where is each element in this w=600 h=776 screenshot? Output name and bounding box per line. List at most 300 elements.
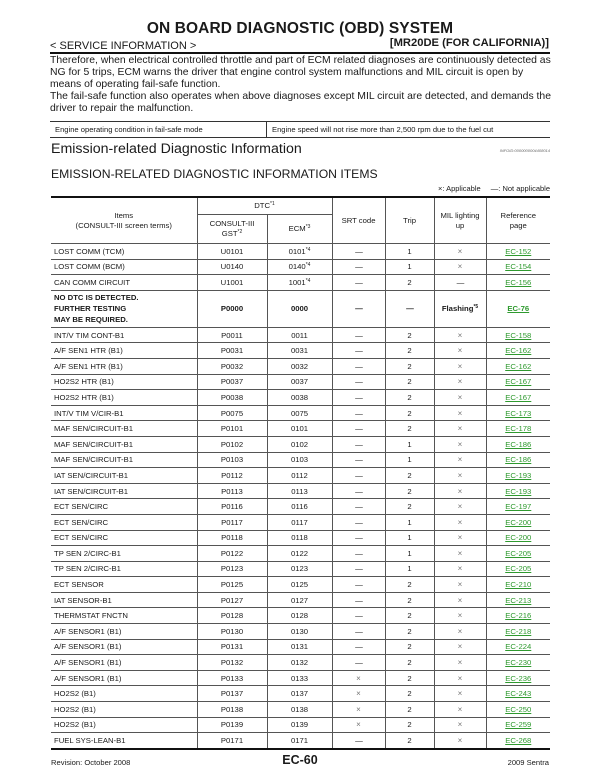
reference-page-link[interactable]: EC-186: [505, 439, 532, 449]
ref-header-line2: page: [509, 220, 527, 230]
cell-ecm-code: [267, 436, 332, 452]
table-row: [51, 468, 550, 484]
ecm-code: 0130: [290, 626, 309, 636]
cell-ecm-code: [267, 733, 332, 749]
item-name: CAN COMM CIRCUIT: [54, 277, 131, 287]
table-row: [51, 592, 550, 608]
mil-value: ×: [457, 642, 463, 652]
section-heading: Emission-related Diagnostic Information: [51, 141, 302, 157]
cell-reference: [486, 608, 550, 624]
cell-consult-code: P0130: [197, 624, 267, 640]
cell-srt: —: [332, 327, 385, 343]
mil-value: ×: [457, 330, 463, 340]
cell-consult-code: P0137: [197, 686, 267, 702]
footer-revision: Revision: October 2008: [51, 758, 131, 767]
table-row: [51, 499, 550, 515]
reference-page-link[interactable]: EC-213: [505, 595, 532, 605]
cell-item: [51, 514, 197, 530]
item-name: A/F SENSOR1 (B1): [54, 626, 122, 636]
cell-consult-code: P0031: [197, 343, 267, 359]
ecm-code: 0116: [291, 502, 308, 512]
item-name: INT/V TIM V/CIR-B1: [54, 408, 124, 418]
cell-consult-code: P0102: [197, 436, 267, 452]
reference-page-link[interactable]: EC-158: [505, 330, 532, 340]
cell-trip: 1: [385, 244, 434, 260]
reference-page-link[interactable]: EC-216: [505, 611, 532, 621]
table-header-row: [51, 197, 550, 215]
cell-trip: 2: [385, 374, 434, 390]
table-row: [51, 244, 550, 260]
mil-value: ×: [457, 377, 463, 387]
reference-page-link[interactable]: EC-173: [505, 408, 532, 418]
table-row: [51, 343, 550, 359]
cell-mil: [434, 702, 486, 718]
failsafe-condition-value: Engine speed will not rise more than 2,500 rpm due to the fuel cut: [267, 122, 551, 138]
table-row: [51, 275, 550, 291]
item-name: ECT SENSOR: [54, 580, 104, 590]
cell-trip: 1: [385, 561, 434, 577]
reference-page-link[interactable]: EC-76: [507, 304, 530, 314]
cell-consult-code: P0117: [197, 514, 267, 530]
cell-trip: 2: [385, 499, 434, 515]
reference-page-link[interactable]: EC-236: [505, 673, 532, 683]
failsafe-table: [50, 121, 550, 138]
table-row: [51, 686, 550, 702]
cell-reference: [486, 452, 550, 468]
cell-mil: [434, 483, 486, 499]
cell-item: [51, 702, 197, 718]
table-row: [51, 655, 550, 671]
col-mil-header: [434, 197, 486, 244]
reference-page-link[interactable]: EC-218: [505, 626, 532, 636]
item-name: ECT SEN/CIRC: [54, 502, 109, 512]
item-name: INT/V TIM CONT-B1: [54, 330, 125, 340]
cell-item: [51, 452, 197, 468]
reference-page-link[interactable]: EC-178: [505, 424, 532, 434]
ecm-code: 0101: [290, 424, 309, 434]
cell-reference: [486, 530, 550, 546]
cell-srt: —: [332, 244, 385, 260]
reference-page-link[interactable]: EC-250: [505, 704, 532, 714]
cell-item: [51, 275, 197, 291]
reference-page-link[interactable]: EC-205: [505, 548, 532, 558]
table-row: [51, 358, 550, 374]
cell-mil: [434, 717, 486, 733]
cell-mil: [434, 670, 486, 686]
ecm-code: 0118: [291, 533, 308, 543]
reference-page-link[interactable]: EC-156: [505, 277, 532, 287]
mil-value: ×: [457, 673, 463, 683]
cell-srt: —: [332, 358, 385, 374]
cell-consult-code: P0112: [197, 468, 267, 484]
reference-page-link[interactable]: EC-167: [505, 377, 532, 387]
cell-reference: [486, 577, 550, 593]
cell-reference: [486, 624, 550, 640]
ecm-code: 0131: [290, 642, 309, 652]
mil-value: Flashing: [441, 304, 474, 314]
table-row: [51, 483, 550, 499]
info-id: INFOID:0000000004408014: [499, 148, 550, 153]
ecm-code: 0102: [290, 439, 309, 449]
cell-consult-code: P0127: [197, 592, 267, 608]
table-row: [51, 452, 550, 468]
cell-consult-code: P0138: [197, 702, 267, 718]
reference-page-link[interactable]: EC-186: [505, 455, 532, 465]
reference-page-link[interactable]: EC-259: [505, 720, 532, 730]
ecm-code: 0032: [290, 361, 309, 371]
reference-page-link[interactable]: EC-167: [505, 392, 532, 402]
cell-srt: —: [332, 514, 385, 530]
footer-page-number: EC-60: [282, 753, 318, 767]
cell-mil: [434, 244, 486, 260]
cell-trip: 2: [385, 717, 434, 733]
cell-ecm-code: [267, 452, 332, 468]
cell-item: [51, 290, 197, 327]
cell-ecm-code: [267, 639, 332, 655]
cell-reference: [486, 343, 550, 359]
mil-value: ×: [457, 361, 463, 371]
mil-value: ×: [457, 720, 463, 730]
table-row: [51, 374, 550, 390]
cell-item: [51, 608, 197, 624]
item-name: MAF SEN/CIRCUIT-B1: [54, 439, 134, 449]
cell-srt: ×: [332, 717, 385, 733]
ecm-code: 0113: [291, 486, 308, 496]
mil-value: ×: [457, 392, 463, 402]
cell-srt: —: [332, 561, 385, 577]
cell-ecm-code: [267, 530, 332, 546]
cell-item: [51, 468, 197, 484]
cell-consult-code: P0116: [197, 499, 267, 515]
reference-page-link[interactable]: EC-162: [505, 361, 532, 371]
cell-reference: [486, 468, 550, 484]
cell-trip: 2: [385, 577, 434, 593]
cell-reference: [486, 702, 550, 718]
cell-srt: ×: [332, 670, 385, 686]
mil-value: ×: [457, 533, 463, 543]
dtc-footnote: *1: [270, 201, 275, 207]
cell-srt: ×: [332, 686, 385, 702]
cell-mil: [434, 592, 486, 608]
mil-value: ×: [457, 424, 463, 434]
cell-reference: [486, 290, 550, 327]
cell-srt: —: [332, 624, 385, 640]
cell-trip: 2: [385, 421, 434, 437]
cell-ecm-code: [267, 624, 332, 640]
cell-item: [51, 327, 197, 343]
cell-trip: 1: [385, 530, 434, 546]
item-name: MAF SEN/CIRCUIT-B1: [54, 455, 134, 465]
cell-mil: [434, 405, 486, 421]
cell-ecm-code: [267, 259, 332, 275]
cell-trip: 2: [385, 468, 434, 484]
failsafe-condition-label: Engine operating condition in fail-safe mode: [50, 122, 267, 138]
cell-trip: 2: [385, 733, 434, 749]
cell-reference: [486, 733, 550, 749]
cell-item: [51, 483, 197, 499]
col-ecm-header: [267, 215, 332, 244]
cell-ecm-code: [267, 468, 332, 484]
cell-consult-code: P0037: [197, 374, 267, 390]
cell-reference: [486, 390, 550, 406]
ecm-code: 0037: [290, 377, 309, 387]
ecm-footnote: *3: [305, 224, 311, 230]
cell-srt: —: [332, 577, 385, 593]
cell-reference: [486, 670, 550, 686]
cell-item: [51, 259, 197, 275]
cell-consult-code: P0123: [197, 561, 267, 577]
cell-trip: 1: [385, 436, 434, 452]
ecm-code: 0171: [290, 736, 309, 746]
cell-ecm-code: [267, 390, 332, 406]
reference-page-link[interactable]: EC-210: [505, 580, 532, 590]
cell-reference: [486, 421, 550, 437]
cell-mil: [434, 530, 486, 546]
cell-trip: 2: [385, 405, 434, 421]
cell-trip: 2: [385, 327, 434, 343]
ecm-code: 0138: [290, 704, 309, 714]
mil-value: ×: [457, 455, 463, 465]
mil-value: ×: [457, 611, 463, 621]
reference-page-link[interactable]: EC-200: [505, 517, 532, 527]
cell-item: [51, 499, 197, 515]
cell-trip: 1: [385, 546, 434, 562]
cell-mil: [434, 436, 486, 452]
cell-mil: [434, 468, 486, 484]
cell-trip: 2: [385, 670, 434, 686]
cell-item: [51, 244, 197, 260]
mil-value: ×: [457, 439, 463, 449]
reference-page-link[interactable]: EC-205: [505, 564, 532, 574]
item-name: LOST COMM (TCM): [54, 246, 125, 256]
mil-value: ×: [457, 262, 463, 272]
legend-not-applicable: —: Not applicable: [490, 184, 550, 193]
ecm-code: 0128: [290, 611, 309, 621]
col-trip-header: Trip: [385, 197, 434, 244]
cell-item: [51, 390, 197, 406]
mil-footnote: *5: [473, 304, 479, 311]
cell-item: [51, 358, 197, 374]
cell-mil: [434, 343, 486, 359]
table-row: [51, 639, 550, 655]
engine-label: [MR20DE (FOR CALIFORNIA)]: [389, 37, 549, 49]
ecm-code: 0112: [291, 470, 308, 480]
cell-ecm-code: [267, 717, 332, 733]
reference-page-link[interactable]: EC-197: [505, 502, 532, 512]
dtc-header-label: DTC: [254, 201, 271, 210]
reference-page-link[interactable]: EC-193: [505, 470, 532, 480]
table-row: [51, 702, 550, 718]
item-name: MAF SEN/CIRCUIT-B1: [54, 424, 134, 434]
ecm-code: 0117: [291, 517, 308, 527]
cell-ecm-code: [267, 483, 332, 499]
cell-consult-code: P0171: [197, 733, 267, 749]
cell-ecm-code: [267, 592, 332, 608]
cell-reference: [486, 655, 550, 671]
table-row: [51, 421, 550, 437]
mil-value: ×: [457, 626, 463, 636]
reference-page-link[interactable]: EC-200: [505, 533, 532, 543]
item-name: TP SEN 2/CIRC-B1: [54, 548, 121, 558]
ref-header-line1: Reference: [500, 210, 536, 220]
mil-value: ×: [457, 470, 463, 480]
mil-value: ×: [457, 689, 463, 699]
cell-mil: [434, 577, 486, 593]
table-row: [51, 577, 550, 593]
intro-text: [50, 55, 552, 115]
mil-header-line1: MIL lighting: [440, 210, 480, 220]
cell-item: [51, 421, 197, 437]
cell-consult-code: P0139: [197, 717, 267, 733]
mil-value: ×: [457, 346, 463, 356]
cell-mil: [434, 514, 486, 530]
cell-reference: [486, 514, 550, 530]
mil-value: —: [456, 277, 464, 287]
reference-page-link[interactable]: EC-243: [505, 689, 532, 699]
item-name-line: FURTHER TESTING: [54, 304, 127, 314]
reference-page-link[interactable]: EC-152: [505, 246, 532, 256]
cell-ecm-code: [267, 290, 332, 327]
cell-trip: 2: [385, 358, 434, 374]
cell-reference: [486, 358, 550, 374]
cell-item: [51, 624, 197, 640]
mil-value: ×: [457, 517, 463, 527]
cell-consult-code: P0032: [197, 358, 267, 374]
cell-mil: [434, 421, 486, 437]
header-rule: [50, 52, 550, 54]
dtc-table: [51, 196, 550, 750]
col-srt-header: SRT code: [332, 197, 385, 244]
section-label: < SERVICE INFORMATION >: [50, 40, 197, 52]
table-row: [51, 717, 550, 733]
page-title: ON BOARD DIAGNOSTIC (OBD) SYSTEM: [146, 20, 454, 37]
cell-trip: 1: [385, 259, 434, 275]
mil-header-line2: up: [455, 220, 465, 230]
cell-consult-code: P0038: [197, 390, 267, 406]
cell-srt: —: [332, 639, 385, 655]
cell-item: [51, 561, 197, 577]
ecm-code: 0132: [290, 658, 309, 668]
item-name: HO2S2 HTR (B1): [54, 392, 114, 402]
cell-ecm-code: [267, 514, 332, 530]
ecm-code: 0122: [290, 548, 309, 558]
cell-srt: —: [332, 421, 385, 437]
mil-value: ×: [457, 502, 463, 512]
cell-ecm-code: [267, 686, 332, 702]
cell-trip: 1: [385, 514, 434, 530]
cell-consult-code: P0075: [197, 405, 267, 421]
cell-srt: —: [332, 343, 385, 359]
item-name: IAT SENSOR-B1: [54, 595, 112, 605]
cell-item: [51, 717, 197, 733]
cell-srt: —: [332, 608, 385, 624]
ecm-code: 0075: [290, 408, 309, 418]
item-name: A/F SENSOR1 (B1): [54, 642, 122, 652]
legend-applicable: ×: Applicable: [437, 184, 481, 193]
cell-trip: 2: [385, 655, 434, 671]
ecm-code: 0038: [290, 392, 309, 402]
cell-item: [51, 374, 197, 390]
cell-srt: —: [332, 275, 385, 291]
item-name: A/F SENSOR1 (B1): [54, 673, 122, 683]
cell-mil: [434, 499, 486, 515]
cell-reference: [486, 686, 550, 702]
cell-item: [51, 733, 197, 749]
cell-ecm-code: [267, 405, 332, 421]
failsafe-row: [50, 122, 550, 138]
table-row: [51, 405, 550, 421]
ecm-code: 0103: [290, 455, 309, 465]
cell-item: [51, 670, 197, 686]
cell-ecm-code: [267, 358, 332, 374]
cell-srt: —: [332, 592, 385, 608]
table-row: [51, 436, 550, 452]
item-name: IAT SEN/CIRCUIT-B1: [54, 470, 129, 480]
cell-mil: [434, 358, 486, 374]
cell-reference: [486, 499, 550, 515]
cell-consult-code: U0101: [197, 244, 267, 260]
ecm-code-footnote: *4: [305, 246, 311, 253]
reference-page-link[interactable]: EC-230: [505, 658, 532, 668]
reference-page-link[interactable]: EC-193: [505, 486, 532, 496]
cell-srt: —: [332, 655, 385, 671]
cell-consult-code: P0101: [197, 421, 267, 437]
cell-srt: —: [332, 374, 385, 390]
reference-page-link[interactable]: EC-162: [505, 346, 532, 356]
cell-reference: [486, 259, 550, 275]
cell-srt: —: [332, 499, 385, 515]
cell-consult-code: P0103: [197, 452, 267, 468]
item-name-line: NO DTC IS DETECTED.: [54, 293, 139, 303]
ecm-code: 0139: [290, 720, 309, 730]
mil-value: ×: [457, 548, 463, 558]
reference-page-link[interactable]: EC-224: [505, 642, 532, 652]
mil-value: ×: [457, 486, 463, 496]
intro-paragraph-2: The fail-safe function also operates when above diagnoses except MIL circuit are detected, and demands the driver to repair the malfunction.: [50, 91, 551, 114]
cell-ecm-code: [267, 546, 332, 562]
cell-ecm-code: [267, 670, 332, 686]
cell-trip: 2: [385, 639, 434, 655]
cell-ecm-code: [267, 327, 332, 343]
ecm-code: 0125: [290, 580, 309, 590]
table-row: [51, 514, 550, 530]
cell-item: [51, 639, 197, 655]
table-row: [51, 530, 550, 546]
item-name: IAT SEN/CIRCUIT-B1: [54, 486, 129, 496]
cell-trip: 2: [385, 592, 434, 608]
cell-srt: —: [332, 468, 385, 484]
cell-trip: 2: [385, 702, 434, 718]
table-row: [51, 327, 550, 343]
intro-paragraph-1: Therefore, when electrical controlled throttle and part of ECM related diagnoses are continuously detected as NG for 5 trips, ECM warns the driver that engine control system malfunctions and MIL circuit is open by means of operating fail-safe function.: [50, 55, 551, 90]
cell-trip: —: [385, 290, 434, 327]
table-row: [51, 733, 550, 749]
item-name: A/F SEN1 HTR (B1): [54, 361, 123, 371]
cell-trip: 2: [385, 343, 434, 359]
ecm-code: 0031: [290, 346, 309, 356]
cell-ecm-code: [267, 655, 332, 671]
cell-mil: [434, 561, 486, 577]
col-dtc-header: [197, 197, 332, 215]
cell-srt: —: [332, 390, 385, 406]
item-name: ECT SEN/CIRC: [54, 533, 109, 543]
reference-page-link[interactable]: EC-154: [505, 262, 532, 272]
reference-page-link[interactable]: EC-268: [505, 736, 532, 746]
cell-consult-code: P0011: [197, 327, 267, 343]
mil-value: ×: [457, 595, 463, 605]
footer-model: 2009 Sentra: [507, 758, 549, 767]
cell-reference: [486, 483, 550, 499]
